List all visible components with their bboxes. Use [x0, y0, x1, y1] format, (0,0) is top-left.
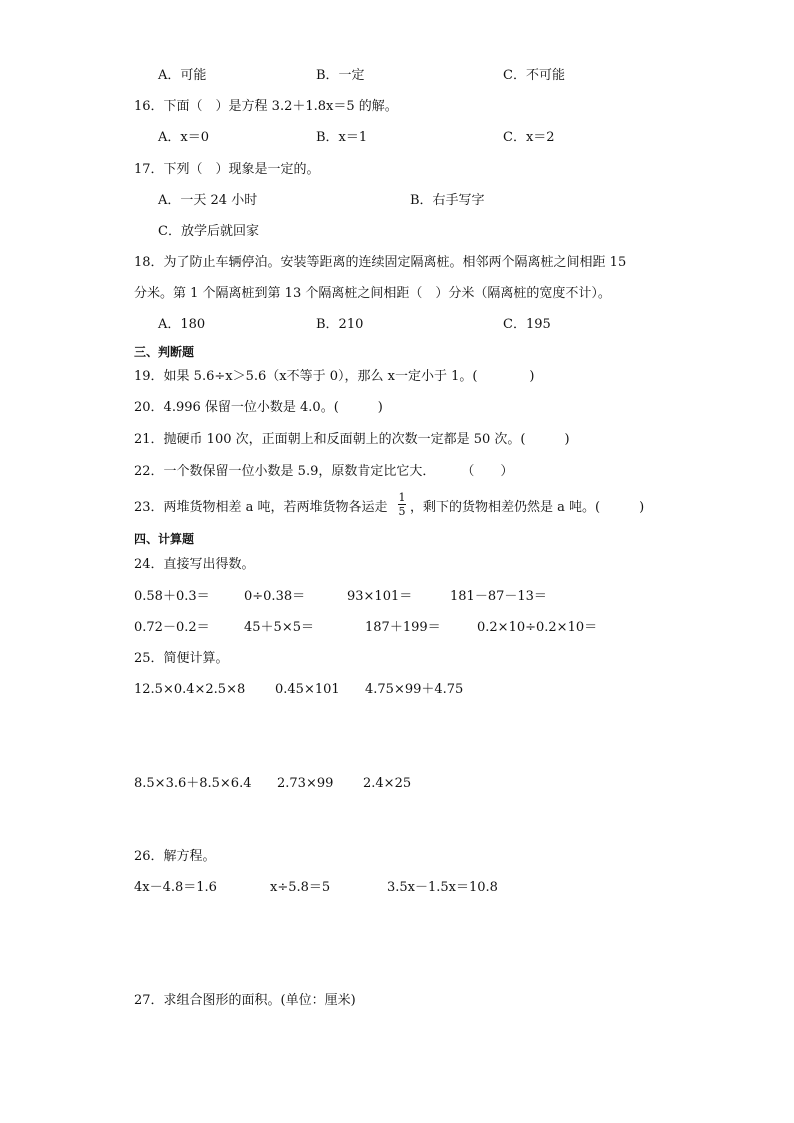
q16-option-b: B．x＝1	[316, 130, 368, 145]
q25-item: 2.4×25	[363, 776, 412, 791]
q22-statement: 22．一个数保留一位小数是 5.9，原数肯定比它大． （ ）	[134, 464, 514, 479]
q27-stem: 27．求组合图形的面积。(单位：厘米)	[134, 993, 356, 1008]
q24-item: 181－87－13＝	[450, 589, 547, 604]
q16-option-c: C．x＝2	[503, 130, 555, 145]
q26-stem: 26．解方程。	[134, 849, 216, 864]
fraction-one-fifth	[398, 492, 406, 517]
fraction-denominator: 5	[398, 505, 406, 518]
q18-option-b: B．210	[316, 317, 364, 332]
q15-option-c: C．不可能	[503, 68, 565, 83]
q19-statement: 19．如果 5.6÷x＞5.6（x不等于 0），那么 x一定小于 1。( )	[134, 369, 535, 384]
q25-item: 2.73×99	[277, 776, 334, 791]
q23-text-before: 23．两堆货物相差 a 吨，若两堆货物各运走	[134, 500, 388, 515]
q25-item: 8.5×3.6＋8.5×6.4	[134, 776, 252, 791]
q24-item: 0÷0.38＝	[244, 589, 306, 604]
q21-statement: 21．抛硬币 100 次，正面朝上和反面朝上的次数一定都是 50 次。( )	[134, 432, 570, 447]
q24-item: 0.72－0.2＝	[134, 620, 210, 635]
q17-option-b: B．右手写字	[410, 193, 485, 208]
q24-item: 45＋5×5＝	[244, 620, 314, 635]
q25-item: 0.45×101	[275, 682, 340, 697]
fraction-numerator: 1	[398, 491, 406, 504]
section-heading-judgment: 三、判断题	[134, 345, 195, 359]
q25-item: 12.5×0.4×2.5×8	[134, 682, 246, 697]
q16-option-a: A．x＝0	[158, 130, 209, 145]
q25-stem: 25．简便计算。	[134, 651, 229, 666]
q17-option-a: A．一天 24 小时	[158, 193, 258, 208]
q20-statement: 20．4.996 保留一位小数是 4.0。( )	[134, 400, 383, 415]
q26-equation: 4x－4.8＝1.6	[134, 880, 217, 895]
q18-option-a: A．180	[158, 317, 206, 332]
q25-item: 4.75×99＋4.75	[365, 682, 464, 697]
q26-equation: x÷5.8＝5	[270, 880, 331, 895]
q16-stem: 16．下面（ ）是方程 3.2＋1.8x＝5 的解。	[134, 99, 398, 114]
q15-option-a: A．可能	[158, 68, 207, 83]
section-heading-calculation: 四、计算题	[134, 532, 195, 546]
q23-text-after: ，剩下的货物相差仍然是 a 吨。( )	[410, 500, 645, 515]
q24-item: 0.2×10÷0.2×10＝	[477, 620, 598, 635]
q17-option-c: C．放学后就回家	[158, 224, 259, 239]
q26-equation: 3.5x－1.5x＝10.8	[387, 880, 498, 895]
q18-line-2: 分米。第 1 个隔离桩到第 13 个隔离桩之间相距（ ）分米（隔离桩的宽度不计）。	[134, 286, 611, 301]
q24-stem: 24．直接写出得数。	[134, 557, 255, 572]
q17-stem: 17．下列（ ）现象是一定的。	[134, 162, 320, 177]
q18-line-1: 18．为了防止车辆停泊。安装等距离的连续固定隔离桩。相邻两个隔离桩之间相距 15	[134, 255, 627, 270]
q24-item: 0.58＋0.3＝	[134, 589, 210, 604]
q24-item: 187＋199＝	[365, 620, 441, 635]
q24-item: 93×101＝	[347, 589, 413, 604]
q18-option-c: C．195	[503, 317, 551, 332]
q15-option-b: B．一定	[316, 68, 365, 83]
